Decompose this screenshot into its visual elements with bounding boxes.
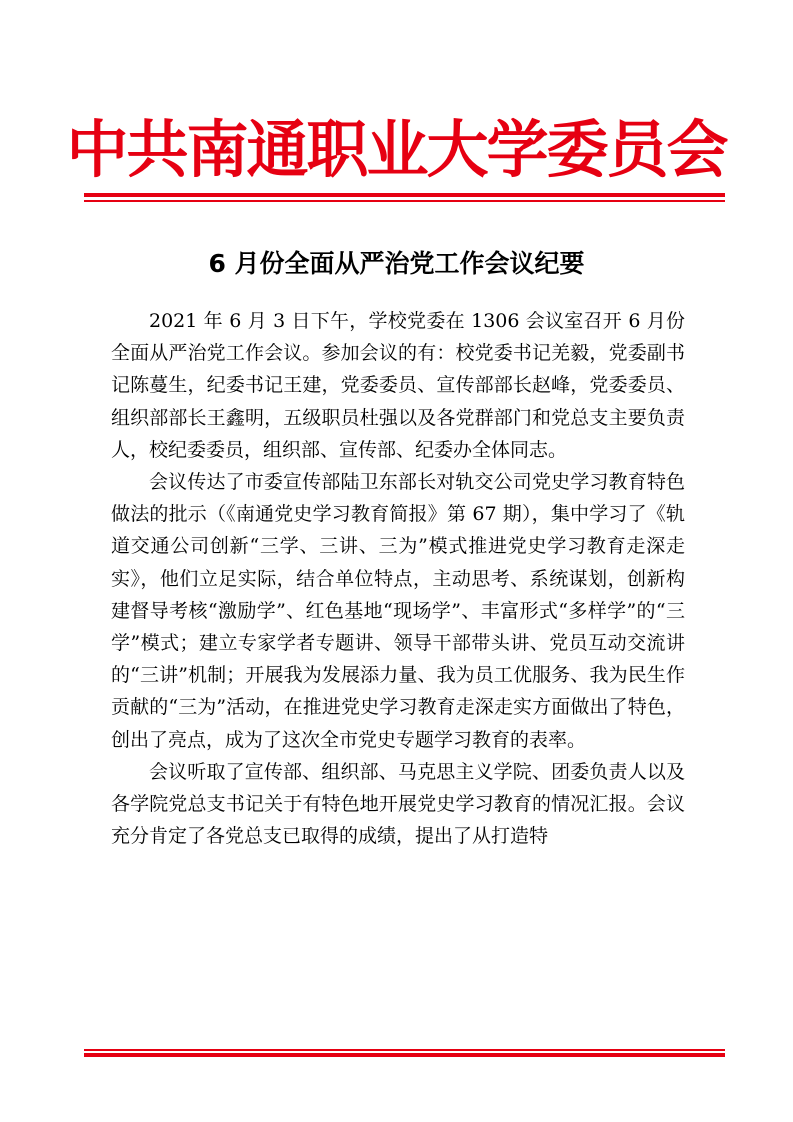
document-body (111, 305, 685, 852)
footer-rule-thick (84, 1053, 725, 1057)
paragraph-1: 2021 年 6 月 3 日下午，学校党委在 1306 会议室召开 6 月份全面从严治党工作会议。参加会议的有：校党委书记羌毅，党委副书记陈蔓生，纪委书记王建，党委委员、宣传部部长赵峰，党委委员、组织部部长王鑫明，五级职员杜强以及各党群部门和党总支主要负责人，校纪委委员，组织部、宣传部、纪委办全体同志。 (111, 310, 685, 461)
paragraph-2: 会议传达了市委宣传部陆卫东部长对轨交公司党史学习教育特色做法的批示（《南通党史学习教育简报》第 67 期），集中学习了《轨道交通公司创新“三学、三讲、三为”模式推进党史学习教育走深走实》，他们立足实际，结合单位特点，主动思考、系统谋划，创新构建督导考核“激励学”、红色基地“现场学”、丰富形式“多样学”的“三学”模式；建立专家学者专题讲、领导干部带头讲、党员互动交流讲的“三讲”机制；开展我为发展添力量、我为员工优服务、我为民生作贡献的“三为”活动，在推进党史学习教育走深走实方面做出了特色，创出了亮点，成为了这次全市党史专题学习教育的表率。 (111, 471, 685, 751)
document-title: 6 月份全面从严治党工作会议纪要 (208, 249, 585, 278)
paragraph-3: 会议听取了宣传部、组织部、马克思主义学院、团委负责人以及各学院党总支书记关于有特色地开展党史学习教育的情况汇报。会议充分肯定了各党总支已取得的成绩，提出了从打造特 (111, 760, 685, 848)
letterhead-org-name: 中共南通职业大学委员会 (66, 113, 727, 186)
footer-rule-thin (84, 1049, 725, 1051)
letterhead-rule-thick (84, 193, 725, 197)
letterhead-rule-thin (84, 200, 725, 202)
